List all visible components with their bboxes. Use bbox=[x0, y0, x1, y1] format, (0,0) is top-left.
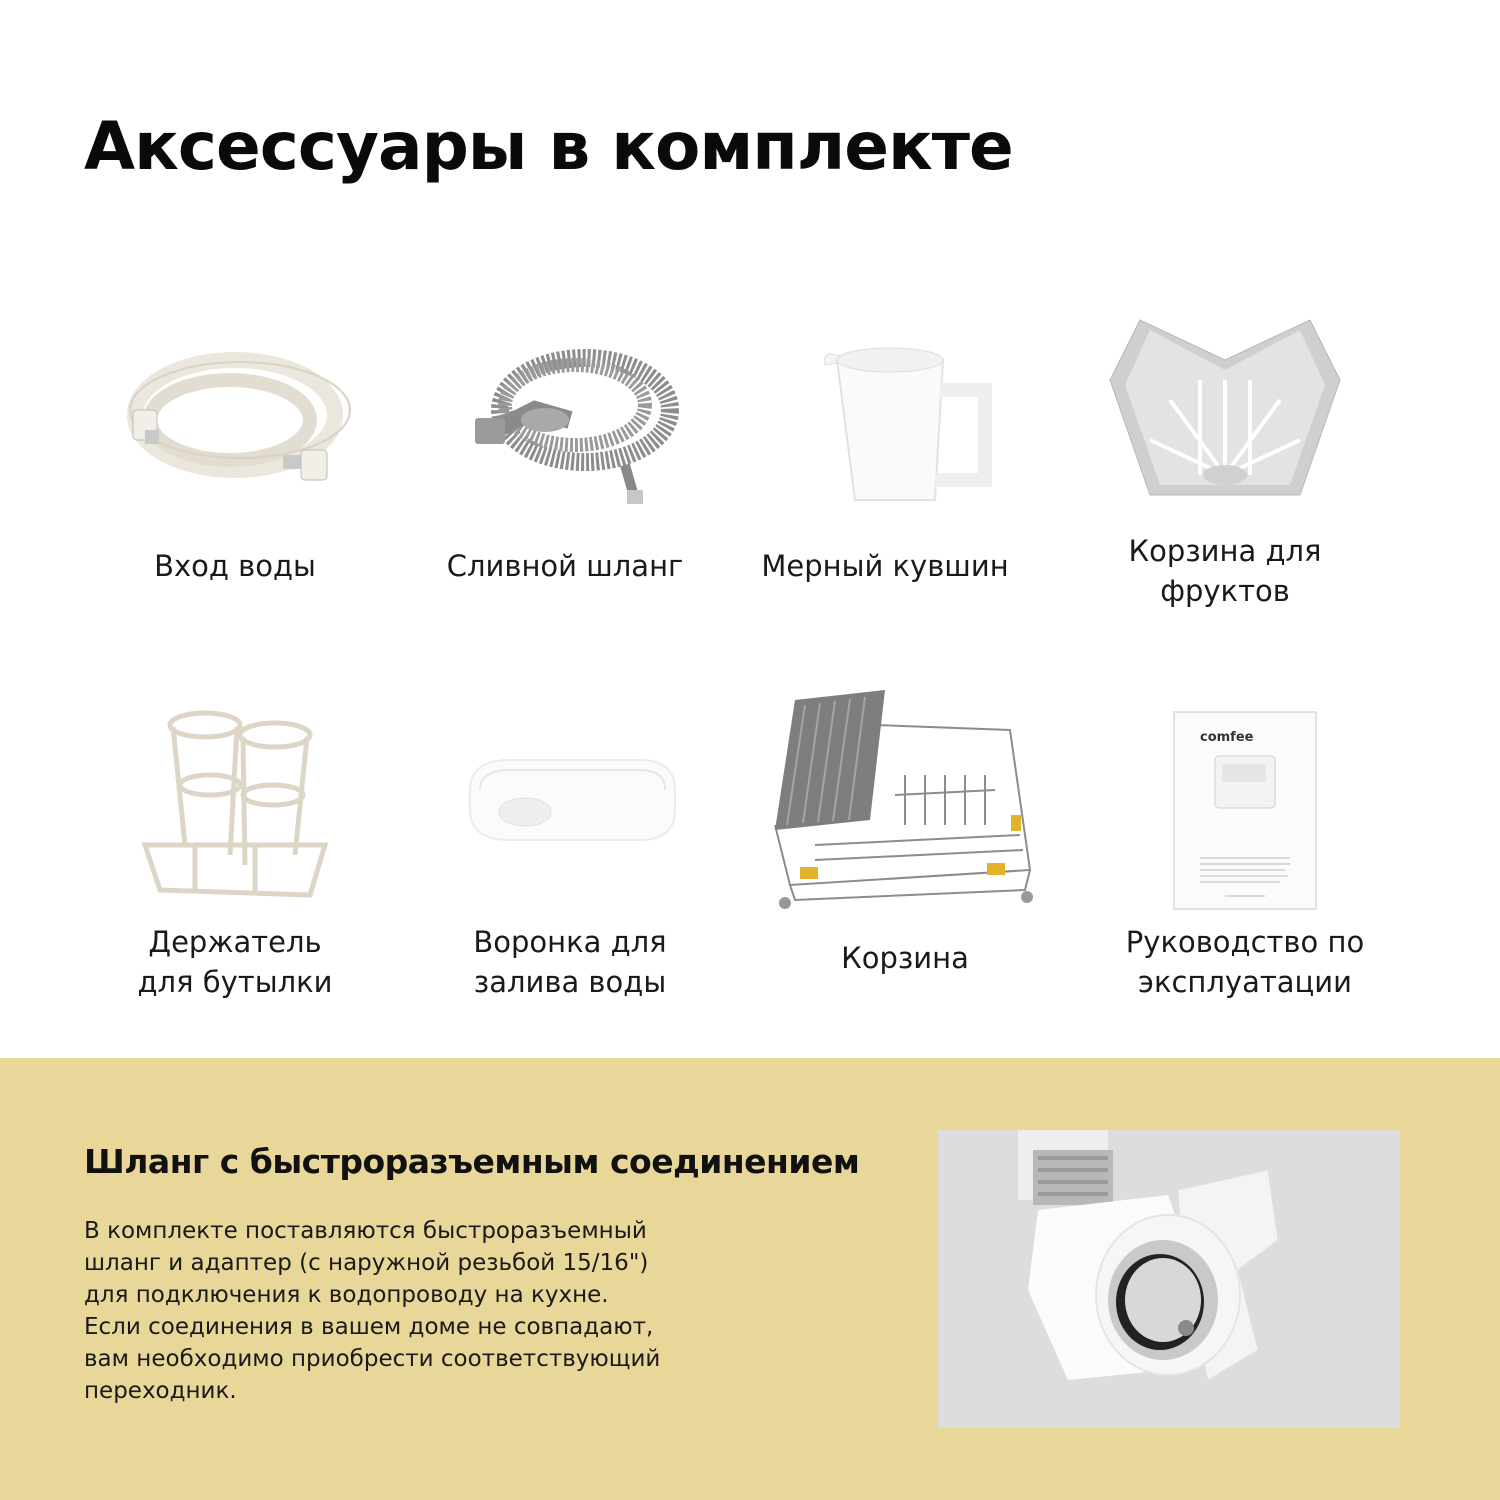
accessory-dish-rack bbox=[745, 680, 1065, 975]
accessory-label: Руководство по эксплуатации bbox=[1125, 925, 1365, 999]
accessory-bottle-holder bbox=[75, 690, 395, 999]
measuring-jug-icon bbox=[725, 300, 1045, 520]
quick-connector-photo bbox=[938, 1130, 1400, 1428]
drain-hose-icon bbox=[405, 300, 725, 520]
accessory-label: Мерный кувшин bbox=[761, 549, 1009, 583]
accessory-measuring-jug bbox=[725, 300, 1045, 583]
fruit-basket-icon bbox=[1065, 295, 1385, 530]
accessory-label: Держатель для бутылки bbox=[137, 925, 333, 999]
accessory-manual bbox=[1085, 700, 1405, 999]
feature-title: Шланг с быстроразъемным соединением bbox=[84, 1142, 860, 1181]
accessory-fruit-basket bbox=[1065, 295, 1385, 608]
page-title: Аксессуары в комплекте bbox=[84, 108, 1013, 185]
accessory-label: Вход воды bbox=[154, 549, 316, 583]
bottle-holder-icon bbox=[75, 690, 395, 910]
accessory-water-funnel bbox=[410, 690, 730, 999]
water-funnel-icon bbox=[410, 690, 730, 910]
accessory-label: Корзина для фруктов bbox=[1128, 534, 1322, 608]
dish-rack-icon bbox=[745, 680, 1065, 920]
feature-description: В комплекте поставляются быстроразъемный шланг и адаптер (с наружной резьбой 15/16") для подключения к водопроводу на кухне. Если соединения в вашем доме не совпадают, вам необходимо приобрести соответствующий переходник. bbox=[84, 1218, 661, 1404]
accessory-label: Воронка для залива воды bbox=[473, 925, 667, 999]
manual-icon bbox=[1085, 700, 1405, 920]
accessory-drain-hose bbox=[405, 300, 725, 583]
manual-brand: comfee bbox=[1200, 729, 1254, 745]
accessory-inlet-hose bbox=[75, 300, 395, 583]
inlet-hose-icon bbox=[75, 300, 395, 520]
accessory-label: Корзина bbox=[841, 941, 969, 975]
accessory-label: Сливной шланг bbox=[446, 549, 684, 583]
